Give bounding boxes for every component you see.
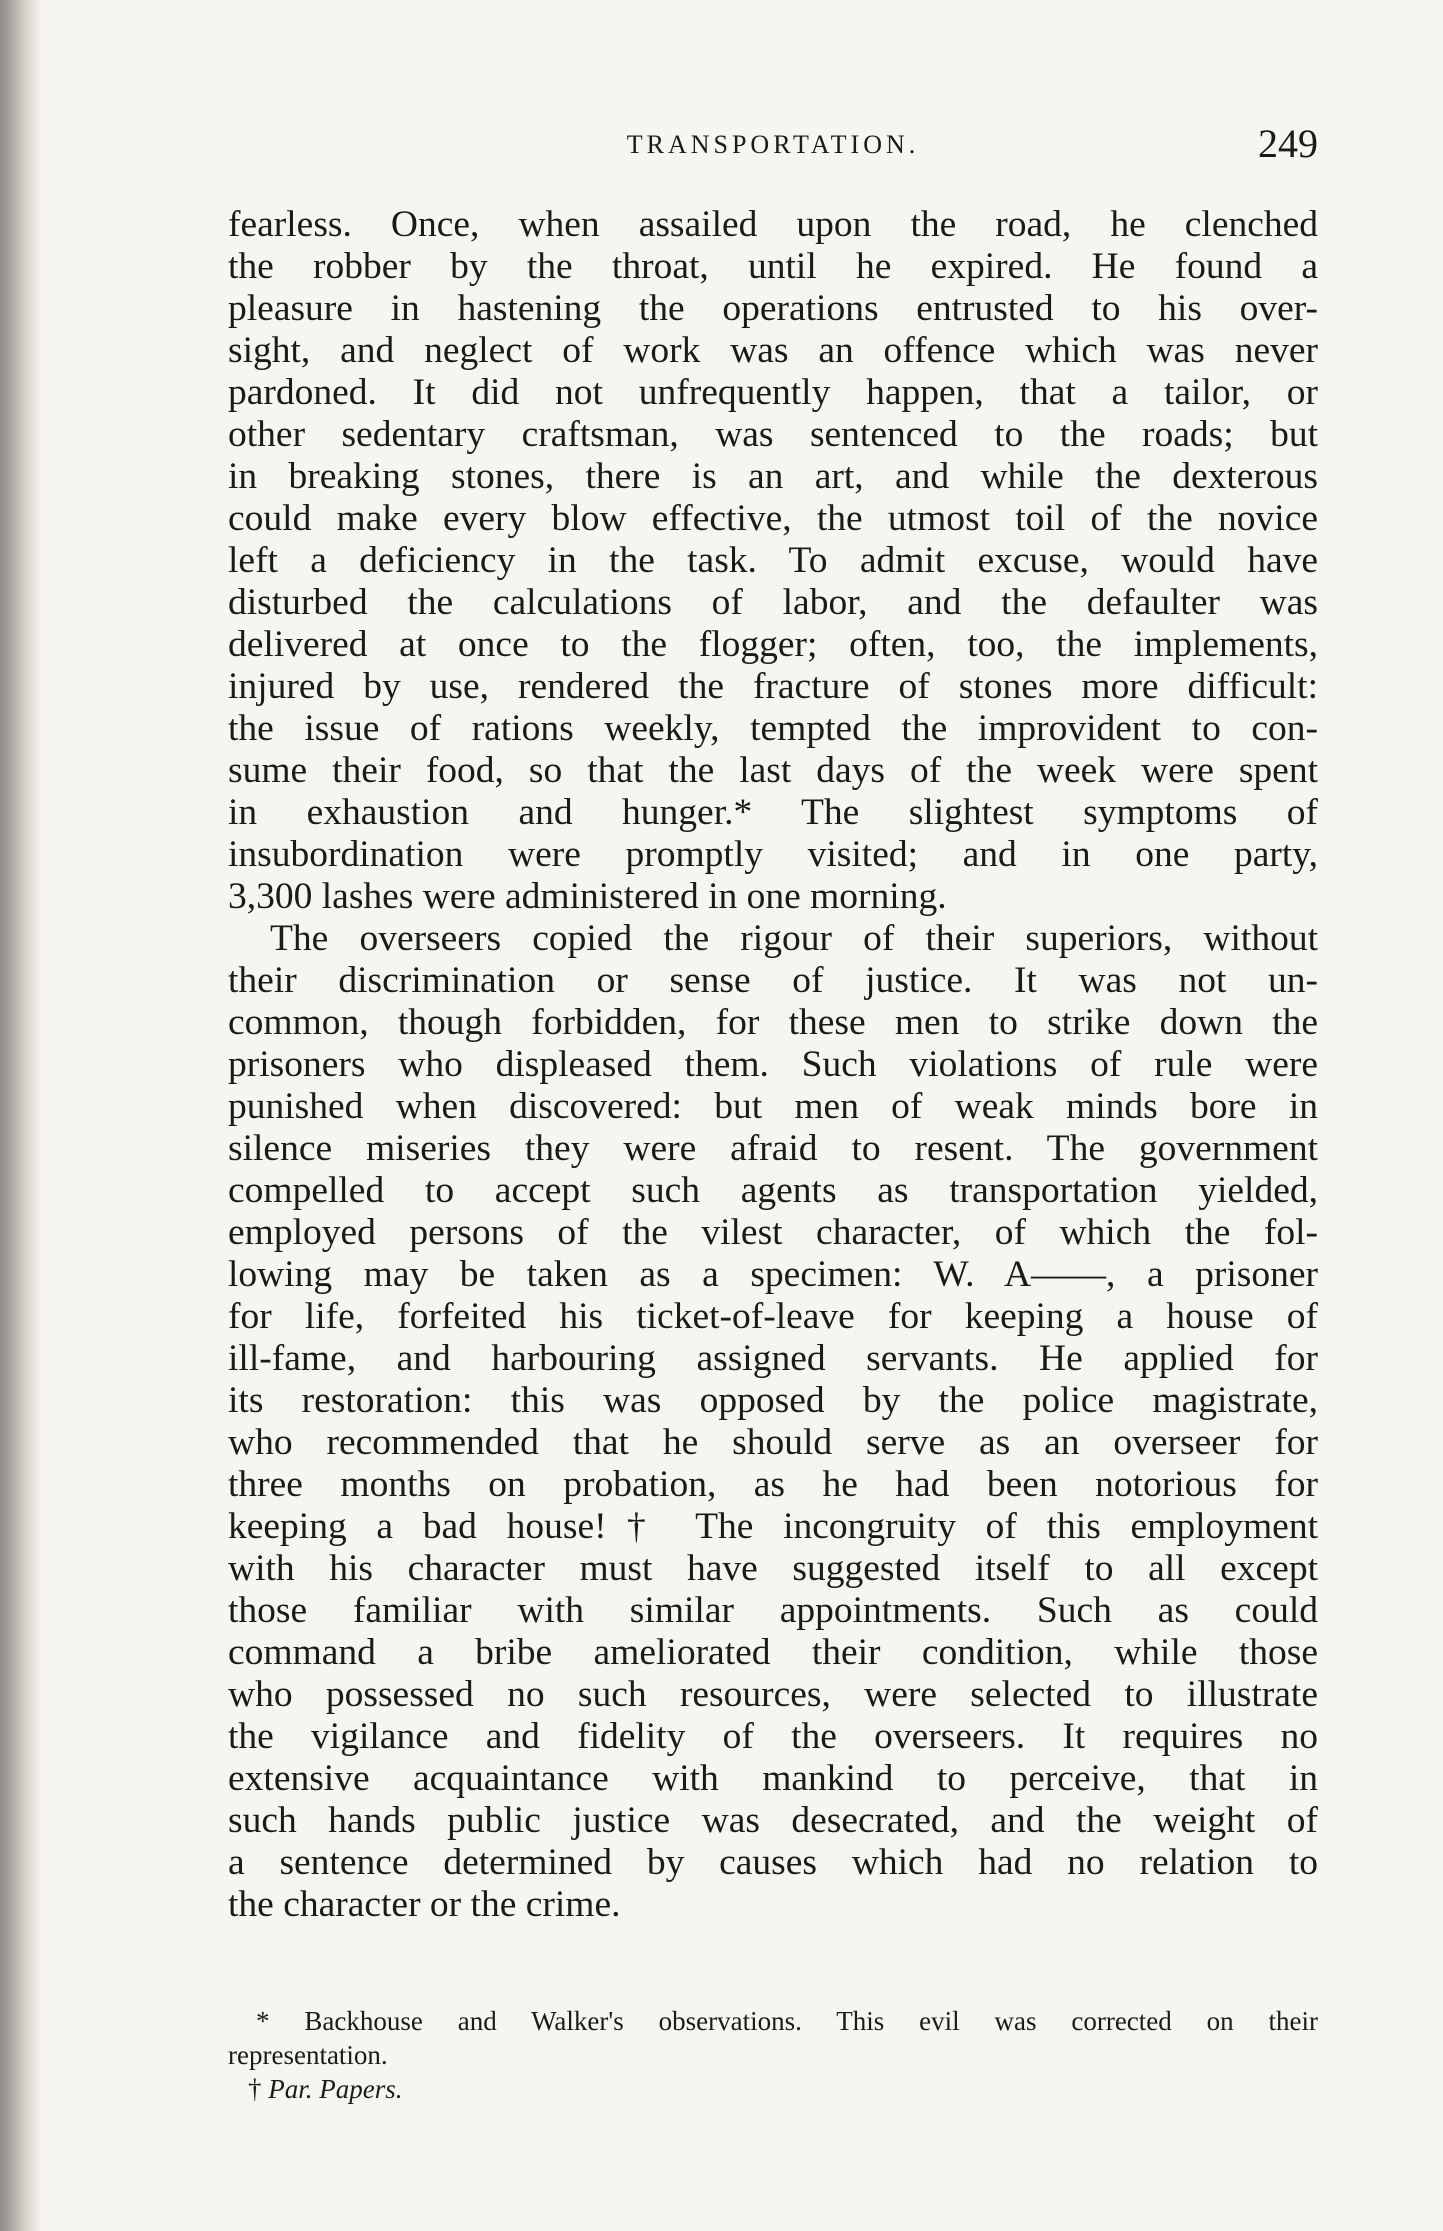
- text-line: delivered at once to the flogger; often, too, the implements,: [228, 624, 1318, 665]
- text-line: the vigilance and fidelity of the overseers. It requires no: [228, 1716, 1318, 1757]
- text-line: injured by use, rendered the fracture of stones more difficult:: [228, 666, 1318, 707]
- text-line: lowing may be taken as a specimen: W. A——, a prisoner: [228, 1254, 1318, 1295]
- page-number: 249: [1258, 121, 1318, 166]
- text-line: punished when discovered: but men of weak minds bore in: [228, 1086, 1318, 1127]
- text-line: silence miseries they were afraid to resent. The government: [228, 1128, 1318, 1169]
- text-line: employed persons of the vilest character, of which the fol-: [228, 1212, 1318, 1253]
- footnote-1-line-2: representation.: [228, 2040, 388, 2070]
- text-line: a sentence determined by causes which had no relation to: [228, 1842, 1318, 1883]
- text-line: pleasure in hastening the operations entrusted to his over-: [228, 288, 1318, 329]
- text-line: sight, and neglect of work was an offence which was never: [228, 330, 1318, 371]
- text-line: the robber by the throat, until he expired. He found a: [228, 246, 1318, 287]
- text-line: three months on probation, as he had been notorious for: [228, 1464, 1318, 1505]
- text-line: insubordination were promptly visited; and in one party,: [228, 834, 1318, 875]
- text-line: sume their food, so that the last days of the week were spent: [228, 750, 1318, 791]
- text-line-paragraph-end: 3,300 lashes were administered in one morning.: [228, 876, 947, 917]
- text-line: for life, forfeited his ticket-of-leave for keeping a house of: [228, 1296, 1318, 1337]
- running-head: [228, 120, 1318, 176]
- dagger-mark: †: [248, 2074, 269, 2104]
- text-line: pardoned. It did not unfrequently happen, that a tailor, or: [228, 372, 1318, 413]
- footnote-2: [228, 2072, 1318, 2106]
- text-line: their discrimination or sense of justice. It was not un-: [228, 960, 1318, 1001]
- text-line: left a deficiency in the task. To admit excuse, would have: [228, 540, 1318, 581]
- text-line: the issue of rations weekly, tempted the improvident to con-: [228, 708, 1318, 749]
- text-line: disturbed the calculations of labor, and the defaulter was: [228, 582, 1318, 623]
- text-line: common, though forbidden, for these men to strike down the: [228, 1002, 1318, 1043]
- text-line: its restoration: this was opposed by the police magistrate,: [228, 1380, 1318, 1421]
- footnotes: [228, 2004, 1318, 2106]
- text-line: could make every blow effective, the utmost toil of the novice: [228, 498, 1318, 539]
- text-line: such hands public justice was desecrated, and the weight of: [228, 1800, 1318, 1841]
- text-line-paragraph-start: The overseers copied the rigour of their superiors, without: [270, 918, 1318, 959]
- text-line: who recommended that he should serve as an overseer for: [228, 1422, 1318, 1463]
- text-line: in breaking stones, there is an art, and while the dexterous: [228, 456, 1318, 497]
- text-line: in exhaustion and hunger.* The slightest symptoms of: [228, 792, 1318, 833]
- text-line: fearless. Once, when assailed upon the road, he clenched: [228, 204, 1318, 245]
- text-line: prisoners who displeased them. Such violations of rule were: [228, 1044, 1318, 1085]
- text-line: command a bribe ameliorated their condition, while those: [228, 1632, 1318, 1673]
- text-line: keeping a bad house!† The incongruity of this employment: [228, 1506, 1318, 1547]
- footnote-2-text: Par. Papers.: [268, 2074, 403, 2104]
- text-line: with his character must have suggested itself to all except: [228, 1548, 1318, 1589]
- text-line: compelled to accept such agents as transportation yielded,: [228, 1170, 1318, 1211]
- text-line: other sedentary craftsman, was sentenced to the roads; but: [228, 414, 1318, 455]
- text-line: those familiar with similar appointments. Such as could: [228, 1590, 1318, 1631]
- running-title: TRANSPORTATION.: [626, 130, 920, 159]
- footnote-1-line-1: * Backhouse and Walker's observations. This evil was corrected on their: [256, 2006, 1318, 2036]
- body-text: [228, 204, 1318, 1926]
- text-line: extensive acquaintance with mankind to perceive, that in: [228, 1758, 1318, 1799]
- text-line-paragraph-end: the character or the crime.: [228, 1884, 621, 1925]
- page-binding-shadow: [0, 0, 42, 2231]
- text-line: who possessed no such resources, were selected to illustrate: [228, 1674, 1318, 1715]
- text-line: ill-fame, and harbouring assigned servants. He applied for: [228, 1338, 1318, 1379]
